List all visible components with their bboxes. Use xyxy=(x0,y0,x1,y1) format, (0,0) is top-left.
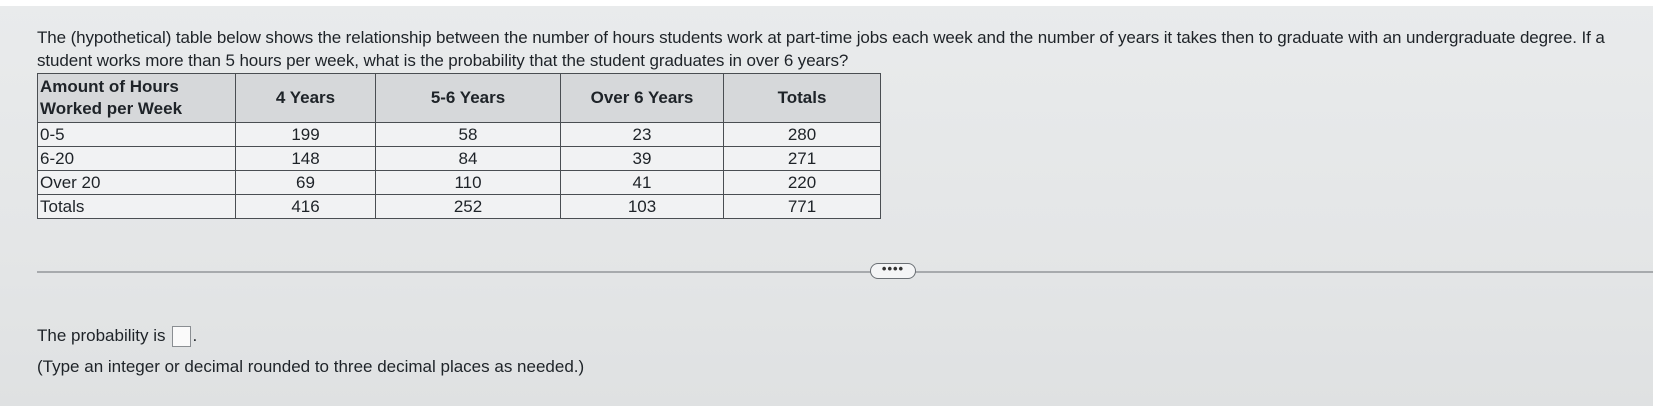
table-cell: 271 xyxy=(724,147,881,171)
column-header-hours: Amount of Hours Worked per Week xyxy=(38,74,236,123)
answer-line xyxy=(37,324,197,348)
answer-input[interactable] xyxy=(172,326,191,347)
column-header-4-years: 4 Years xyxy=(236,74,376,123)
table-cell: 84 xyxy=(376,147,561,171)
row-label: Over 20 xyxy=(38,171,236,195)
column-header-5-6-years: 5-6 Years xyxy=(376,74,561,123)
table-header-row xyxy=(38,74,881,123)
data-table xyxy=(37,73,881,219)
table-cell: 199 xyxy=(236,123,376,147)
table-row xyxy=(38,171,881,195)
answer-suffix: . xyxy=(192,326,198,345)
top-strip xyxy=(0,0,1653,6)
row-label: 6-20 xyxy=(38,147,236,171)
more-options-button[interactable]: •••• xyxy=(870,263,916,279)
table-cell: 23 xyxy=(561,123,724,147)
row-label: 0-5 xyxy=(38,123,236,147)
question-text: The (hypothetical) table below shows the relationship between the number of hours students work at part-time jobs each week and the number of years it takes then to graduate with an undergraduate degree. If a student works more than 5 hours per week, what is the probability that the student graduates in over 6 years? xyxy=(37,28,1605,70)
table-cell: 416 xyxy=(236,195,376,219)
table-row-totals xyxy=(38,195,881,219)
table-cell: 220 xyxy=(724,171,881,195)
table-cell: 41 xyxy=(561,171,724,195)
table-cell: 110 xyxy=(376,171,561,195)
table-row xyxy=(38,123,881,147)
answer-hint: (Type an integer or decimal rounded to three decimal places as needed.) xyxy=(37,357,585,376)
section-divider xyxy=(37,271,1653,273)
table-cell: 148 xyxy=(236,147,376,171)
table-cell: 280 xyxy=(724,123,881,147)
table-cell: 39 xyxy=(561,147,724,171)
table-cell: 58 xyxy=(376,123,561,147)
table-row xyxy=(38,147,881,171)
row-label: Totals xyxy=(38,195,236,219)
table-cell: 69 xyxy=(236,171,376,195)
column-header-over-6-years: Over 6 Years xyxy=(561,74,724,123)
table-cell: 103 xyxy=(561,195,724,219)
table-cell: 771 xyxy=(724,195,881,219)
answer-prefix: The probability is xyxy=(37,326,166,345)
column-header-totals: Totals xyxy=(724,74,881,123)
table-cell: 252 xyxy=(376,195,561,219)
